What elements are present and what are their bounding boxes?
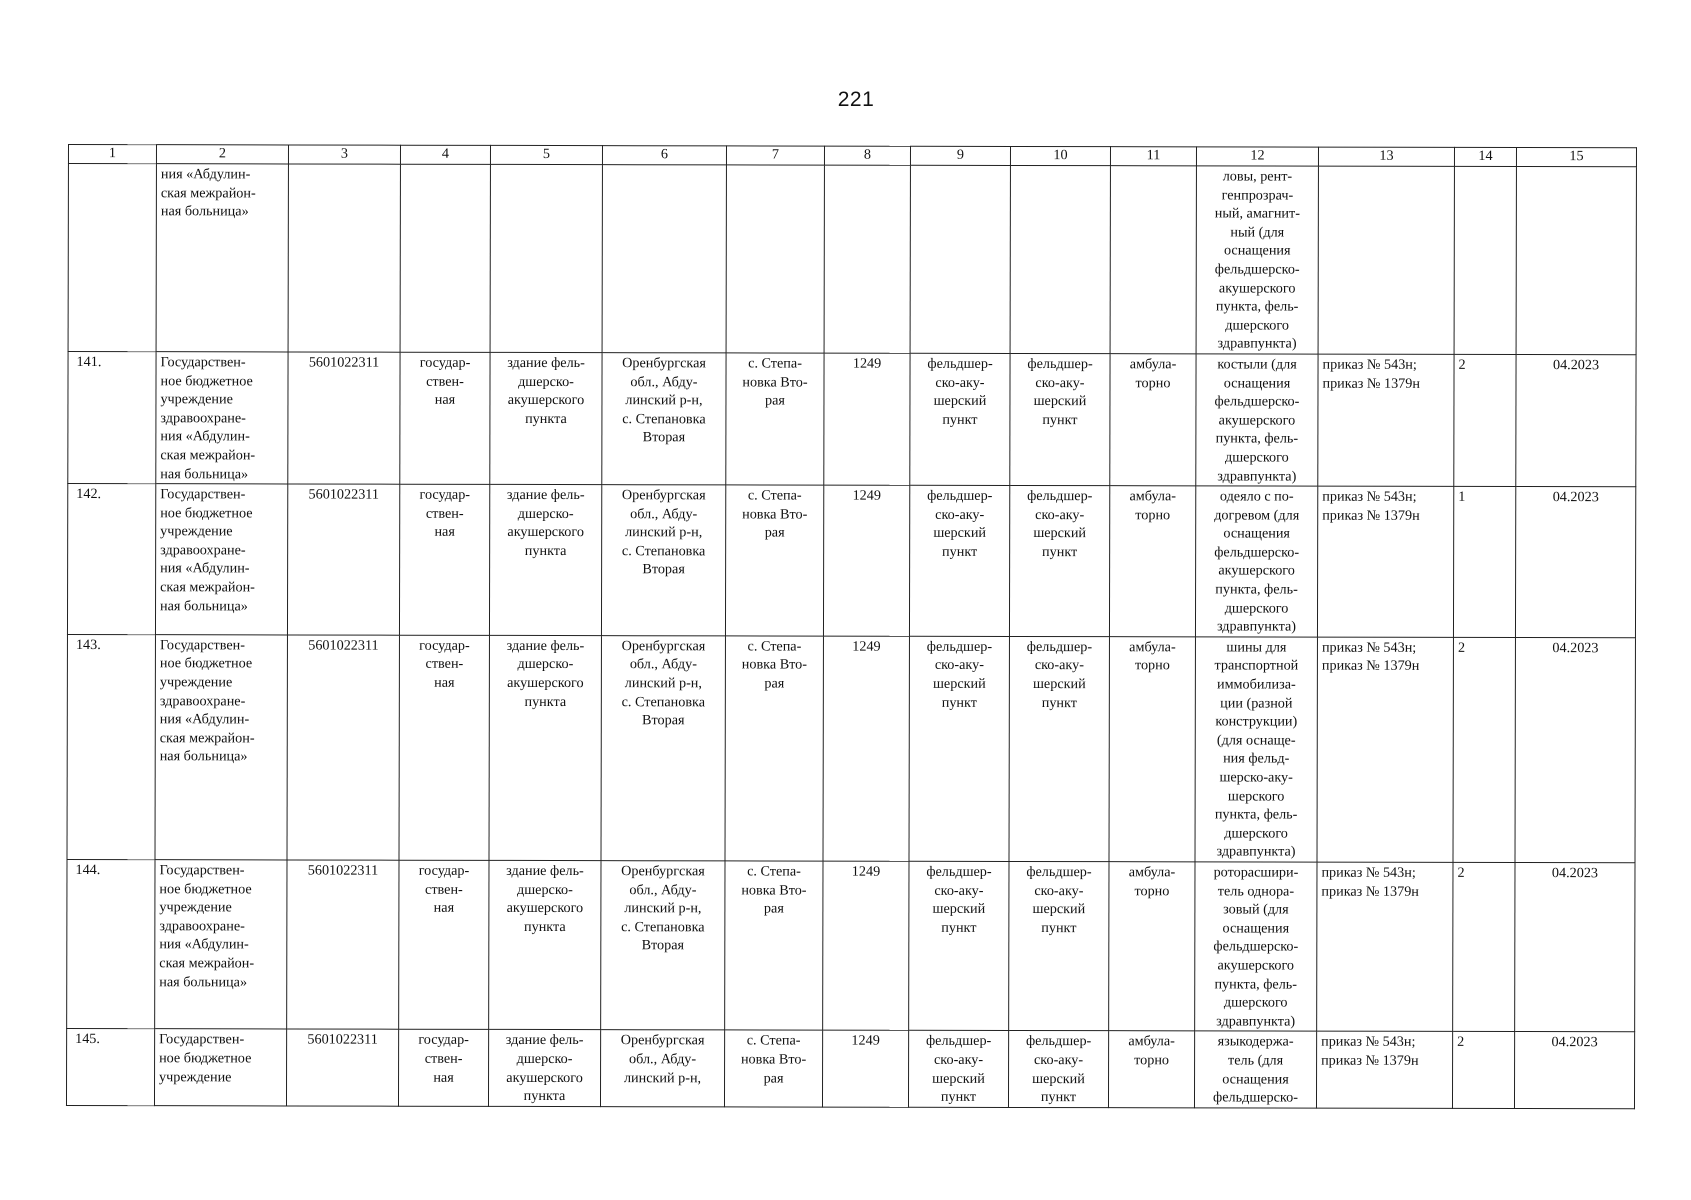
cell-building-type [490,164,602,352]
column-header-1: 1 [68,145,156,164]
column-header-7: 7 [726,146,824,165]
column-header-10: 10 [1010,146,1110,165]
cell-row-number: 142. [67,484,155,635]
cell-quantity: 1 [1453,486,1515,637]
cell-date: 04.2023 [1515,487,1635,638]
cell-organization-name: Государствен- ное бюджетное учреждение здравоохране- ния «Абдулин- ская межрайон- ная больница» [156,352,288,484]
cell-date: 04.2023 [1516,354,1636,486]
cell-building-type: здание фель- дшерско- акушерского пункта [489,484,601,635]
cell-code: 1249 [824,353,910,485]
column-header-4: 4 [400,145,490,164]
cell-date [1516,167,1636,355]
cell-address [602,165,726,353]
column-header-11: 11 [1110,147,1196,166]
cell-row-number: 141. [68,351,156,483]
cell-quantity: 2 [1454,354,1516,486]
cell-regulation [1318,166,1454,354]
cell-care-conditions: амбула- торно [1108,1031,1194,1108]
cell-facility-type: фельдшер- ско-аку- шерский пункт [910,353,1010,485]
cell-facility-type: фельдшер- ско-аку- шерский пункт [909,636,1009,861]
cell-subdivision-type: фельдшер- ско-аку- шерский пункт [1009,486,1109,637]
cell-organization-name: Государствен- ное бюджетное учреждение [154,1029,286,1106]
cell-facility-type: фельдшер- ско-аку- шерский пункт [908,1031,1008,1108]
cell-building-type: здание фель- дшерско- акушерского пункта [489,860,601,1030]
cell-care-conditions: амбула- торно [1109,486,1195,637]
cell-care-conditions [1110,166,1196,354]
cell-care-conditions: амбула- торно [1110,354,1196,486]
cell-quantity: 2 [1453,637,1515,862]
cell-ownership-form: государ- ствен- ная [399,860,489,1030]
cell-ownership-form: государ- ствен- ная [398,1030,488,1107]
cell-date: 04.2023 [1514,1032,1634,1109]
table-row [68,351,1636,486]
cell-address: Оренбургская обл., Абду- линский р-н, [600,1030,724,1107]
cell-regulation: приказ № 543н; приказ № 1379н [1317,637,1453,862]
cell-row-number: 144. [67,859,155,1029]
cell-subdivision-type: фельдшер- ско-аку- шерский пункт [1009,636,1109,861]
column-header-12: 12 [1196,147,1318,166]
cell-settlement [726,165,824,353]
cell-code: 1249 [822,1030,908,1107]
cell-subdivision-type [1010,165,1110,353]
cell-code [824,165,910,353]
cell-address: Оренбургская обл., Абду- линский р-н, с. Степановка Вторая [601,485,725,636]
cell-facility-type: фельдшер- ско-аку- шерский пункт [909,861,1009,1031]
cell-building-type: здание фель- дшерско- акушерского пункта [488,1030,600,1107]
cell-ownership-form: государ- ствен- ная [400,352,490,484]
cell-row-number [68,164,156,352]
cell-equipment-item: ловы, рент- генпрозрач- ный, амагнит- ный (для оснащения фельдшерско- акушерского пункта, фель- дшерского здравпункта) [1196,166,1318,354]
column-header-3: 3 [288,145,400,164]
cell-inn: 5601022311 [286,1029,398,1106]
table-row [68,164,1636,355]
cell-inn: 5601022311 [288,352,400,484]
register-table [66,144,1637,1109]
cell-regulation: приказ № 543н; приказ № 1379н [1317,486,1453,637]
cell-row-number: 145. [66,1029,154,1106]
cell-organization-name: ния «Абдулин- ская межрайон- ная больница» [156,164,288,352]
table-body [66,164,1636,1109]
cell-facility-type: фельдшер- ско-аку- шерский пункт [909,485,1009,636]
column-header-8: 8 [824,146,910,165]
cell-equipment-item: шины для транспортной иммобилиза- ции (разной конструкции) (для оснаще- ния фельд- шерско-аку- шерского пункта, фель- дшерского здравпункта) [1195,637,1317,862]
cell-inn: 5601022311 [287,635,399,860]
cell-regulation: приказ № 543н; приказ № 1379н [1318,354,1454,486]
cell-code: 1249 [823,861,909,1031]
cell-ownership-form: государ- ствен- ная [399,484,489,635]
cell-code: 1249 [823,485,909,636]
page-number: 221 [837,88,875,111]
cell-inn: 5601022311 [287,484,399,635]
cell-code: 1249 [823,636,909,861]
column-header-13: 13 [1318,147,1454,166]
cell-inn [288,164,400,352]
cell-equipment-item: одеяло с по- догревом (для оснащения фельдшерско- акушерского пункта, фель- дшерского здравпункта) [1195,486,1317,637]
cell-equipment-item: костыли (для оснащения фельдшерско- акушерского пункта, фель- дшерского здравпункта) [1196,354,1318,486]
cell-equipment-item: языкодержа- тель (для оснащения фельдшерско- [1194,1031,1316,1108]
column-header-9: 9 [910,146,1010,165]
cell-organization-name: Государствен- ное бюджетное учреждение здравоохране- ния «Абдулин- ская межрайон- ная больница» [155,484,287,635]
cell-care-conditions: амбула- торно [1109,862,1195,1032]
table-row [67,484,1635,638]
cell-ownership-form: государ- ствен- ная [399,635,489,860]
cell-row-number: 143. [67,634,155,859]
cell-regulation: приказ № 543н; приказ № 1379н [1317,862,1453,1032]
cell-ownership-form [400,164,490,352]
table-row [67,859,1635,1032]
cell-address: Оренбургская обл., Абду- линский р-н, с. Степановка Вторая [602,353,726,485]
cell-subdivision-type: фельдшер- ско-аку- шерский пункт [1008,1031,1108,1108]
cell-regulation: приказ № 543н; приказ № 1379н [1316,1031,1452,1108]
cell-inn: 5601022311 [287,860,399,1030]
cell-quantity: 2 [1452,1032,1514,1109]
cell-settlement: с. Степа- новка Вто- рая [725,861,823,1031]
column-header-15: 15 [1516,148,1636,167]
column-header-5: 5 [490,145,602,164]
cell-subdivision-type: фельдшер- ско-аку- шерский пункт [1009,861,1109,1031]
cell-settlement: с. Степа- новка Вто- рая [725,485,823,636]
cell-building-type: здание фель- дшерско- акушерского пункта [489,635,601,860]
table-row [66,1029,1634,1109]
cell-building-type: здание фель- дшерско- акушерского пункта [490,352,602,484]
cell-date: 04.2023 [1515,637,1635,862]
cell-quantity [1454,166,1516,354]
cell-organization-name: Государствен- ное бюджетное учреждение здравоохране- ния «Абдулин- ская межрайон- ная больница» [155,860,287,1030]
cell-date: 04.2023 [1515,863,1635,1033]
cell-settlement: с. Степа- новка Вто- рая [725,636,823,861]
cell-subdivision-type: фельдшер- ско-аку- шерский пункт [1010,353,1110,485]
column-header-2: 2 [156,145,288,164]
cell-address: Оренбургская обл., Абду- линский р-н, с. Степановка Вторая [601,861,725,1031]
cell-address: Оренбургская обл., Абду- линский р-н, с. Степановка Вторая [601,635,725,860]
table-row [67,634,1635,862]
cell-quantity: 2 [1453,862,1515,1031]
cell-care-conditions: амбула- торно [1109,637,1195,862]
cell-equipment-item: роторасшири- тель однора- зовый (для оснащения фельдшерско- акушерского пункта, фель- дшерского здравпункта) [1195,862,1317,1032]
cell-organization-name: Государствен- ное бюджетное учреждение здравоохране- ния «Абдулин- ская межрайон- ная больница» [155,635,287,860]
cell-facility-type [910,165,1010,353]
cell-settlement: с. Степа- новка Вто- рая [726,353,824,485]
column-header-6: 6 [602,146,726,165]
column-header-14: 14 [1454,147,1516,166]
cell-settlement: с. Степа- новка Вто- рая [724,1030,822,1107]
